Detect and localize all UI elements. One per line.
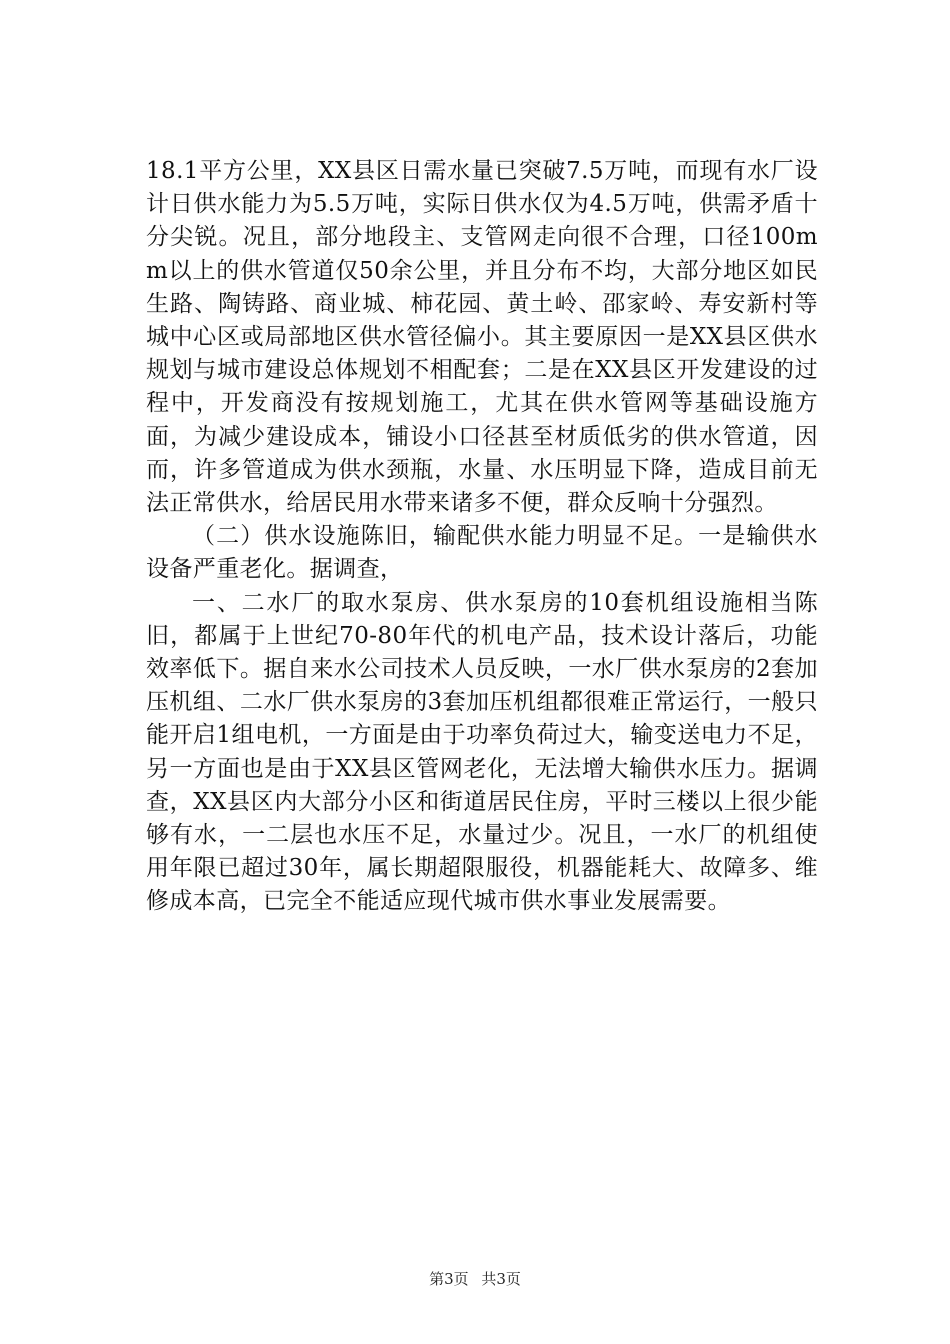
page-number-current: 第3页	[429, 1270, 469, 1288]
page-number-total: 共3页	[481, 1270, 521, 1288]
page-footer	[0, 1268, 950, 1289]
paragraph-3: 一、二水厂的取水泵房、供水泵房的10套机组设施相当陈旧，都属于上世纪70-80年代的机电产品，技术设计落后，功能效率低下。据自来水公司技术人员反映，一水厂供水泵房的2套加压机组、二水厂供水泵房的3套加压机组都很难正常运行，一般只能开启1组电机，一方面是由于功率负荷过大，输变送电力不足，另一方面也是由于XX县区管网老化，无法增大输供水压力。据调查，XX县区内大部分小区和街道居民住房，平时三楼以上很少能够有水，一二层也水压不足，水量过少。况且，一水厂的机组使用年限已超过30年，属长期超限服役，机器能耗大、故障多、维修成本高，已完全不能适应现代城市供水事业发展需要。	[146, 589, 818, 915]
body-text	[146, 155, 818, 919]
paragraph-1: 18.1平方公里，XX县区日需水量已突破7.5万吨，而现有水厂设计日供水能力为5.5万吨，实际日供水仅为4.5万吨，供需矛盾十分尖锐。况且，部分地段主、支管网走向很不合理，口径100mm以上的供水管道仅50余公里，并且分布不均，大部分地区如民生路、陶铸路、商业城、柿花园、黄土岭、邵家岭、寿安新村等城中心区或局部地区供水管径偏小。其主要原因一是XX县区供水规划与城市建设总体规划不相配套；二是在XX县区开发建设的过程中，开发商没有按规划施工，尤其在供水管网等基础设施方面，为减少建设成本，铺设小口径甚至材质低劣的供水管道，因而，许多管道成为供水颈瓶，水量、水压明显下降，造成目前无法正常供水，给居民用水带来诸多不便，群众反响十分强烈。	[146, 158, 818, 517]
paragraph-2: （二）供水设施陈旧，输配供水能力明显不足。一是输供水设备严重老化。据调查，	[146, 523, 818, 583]
